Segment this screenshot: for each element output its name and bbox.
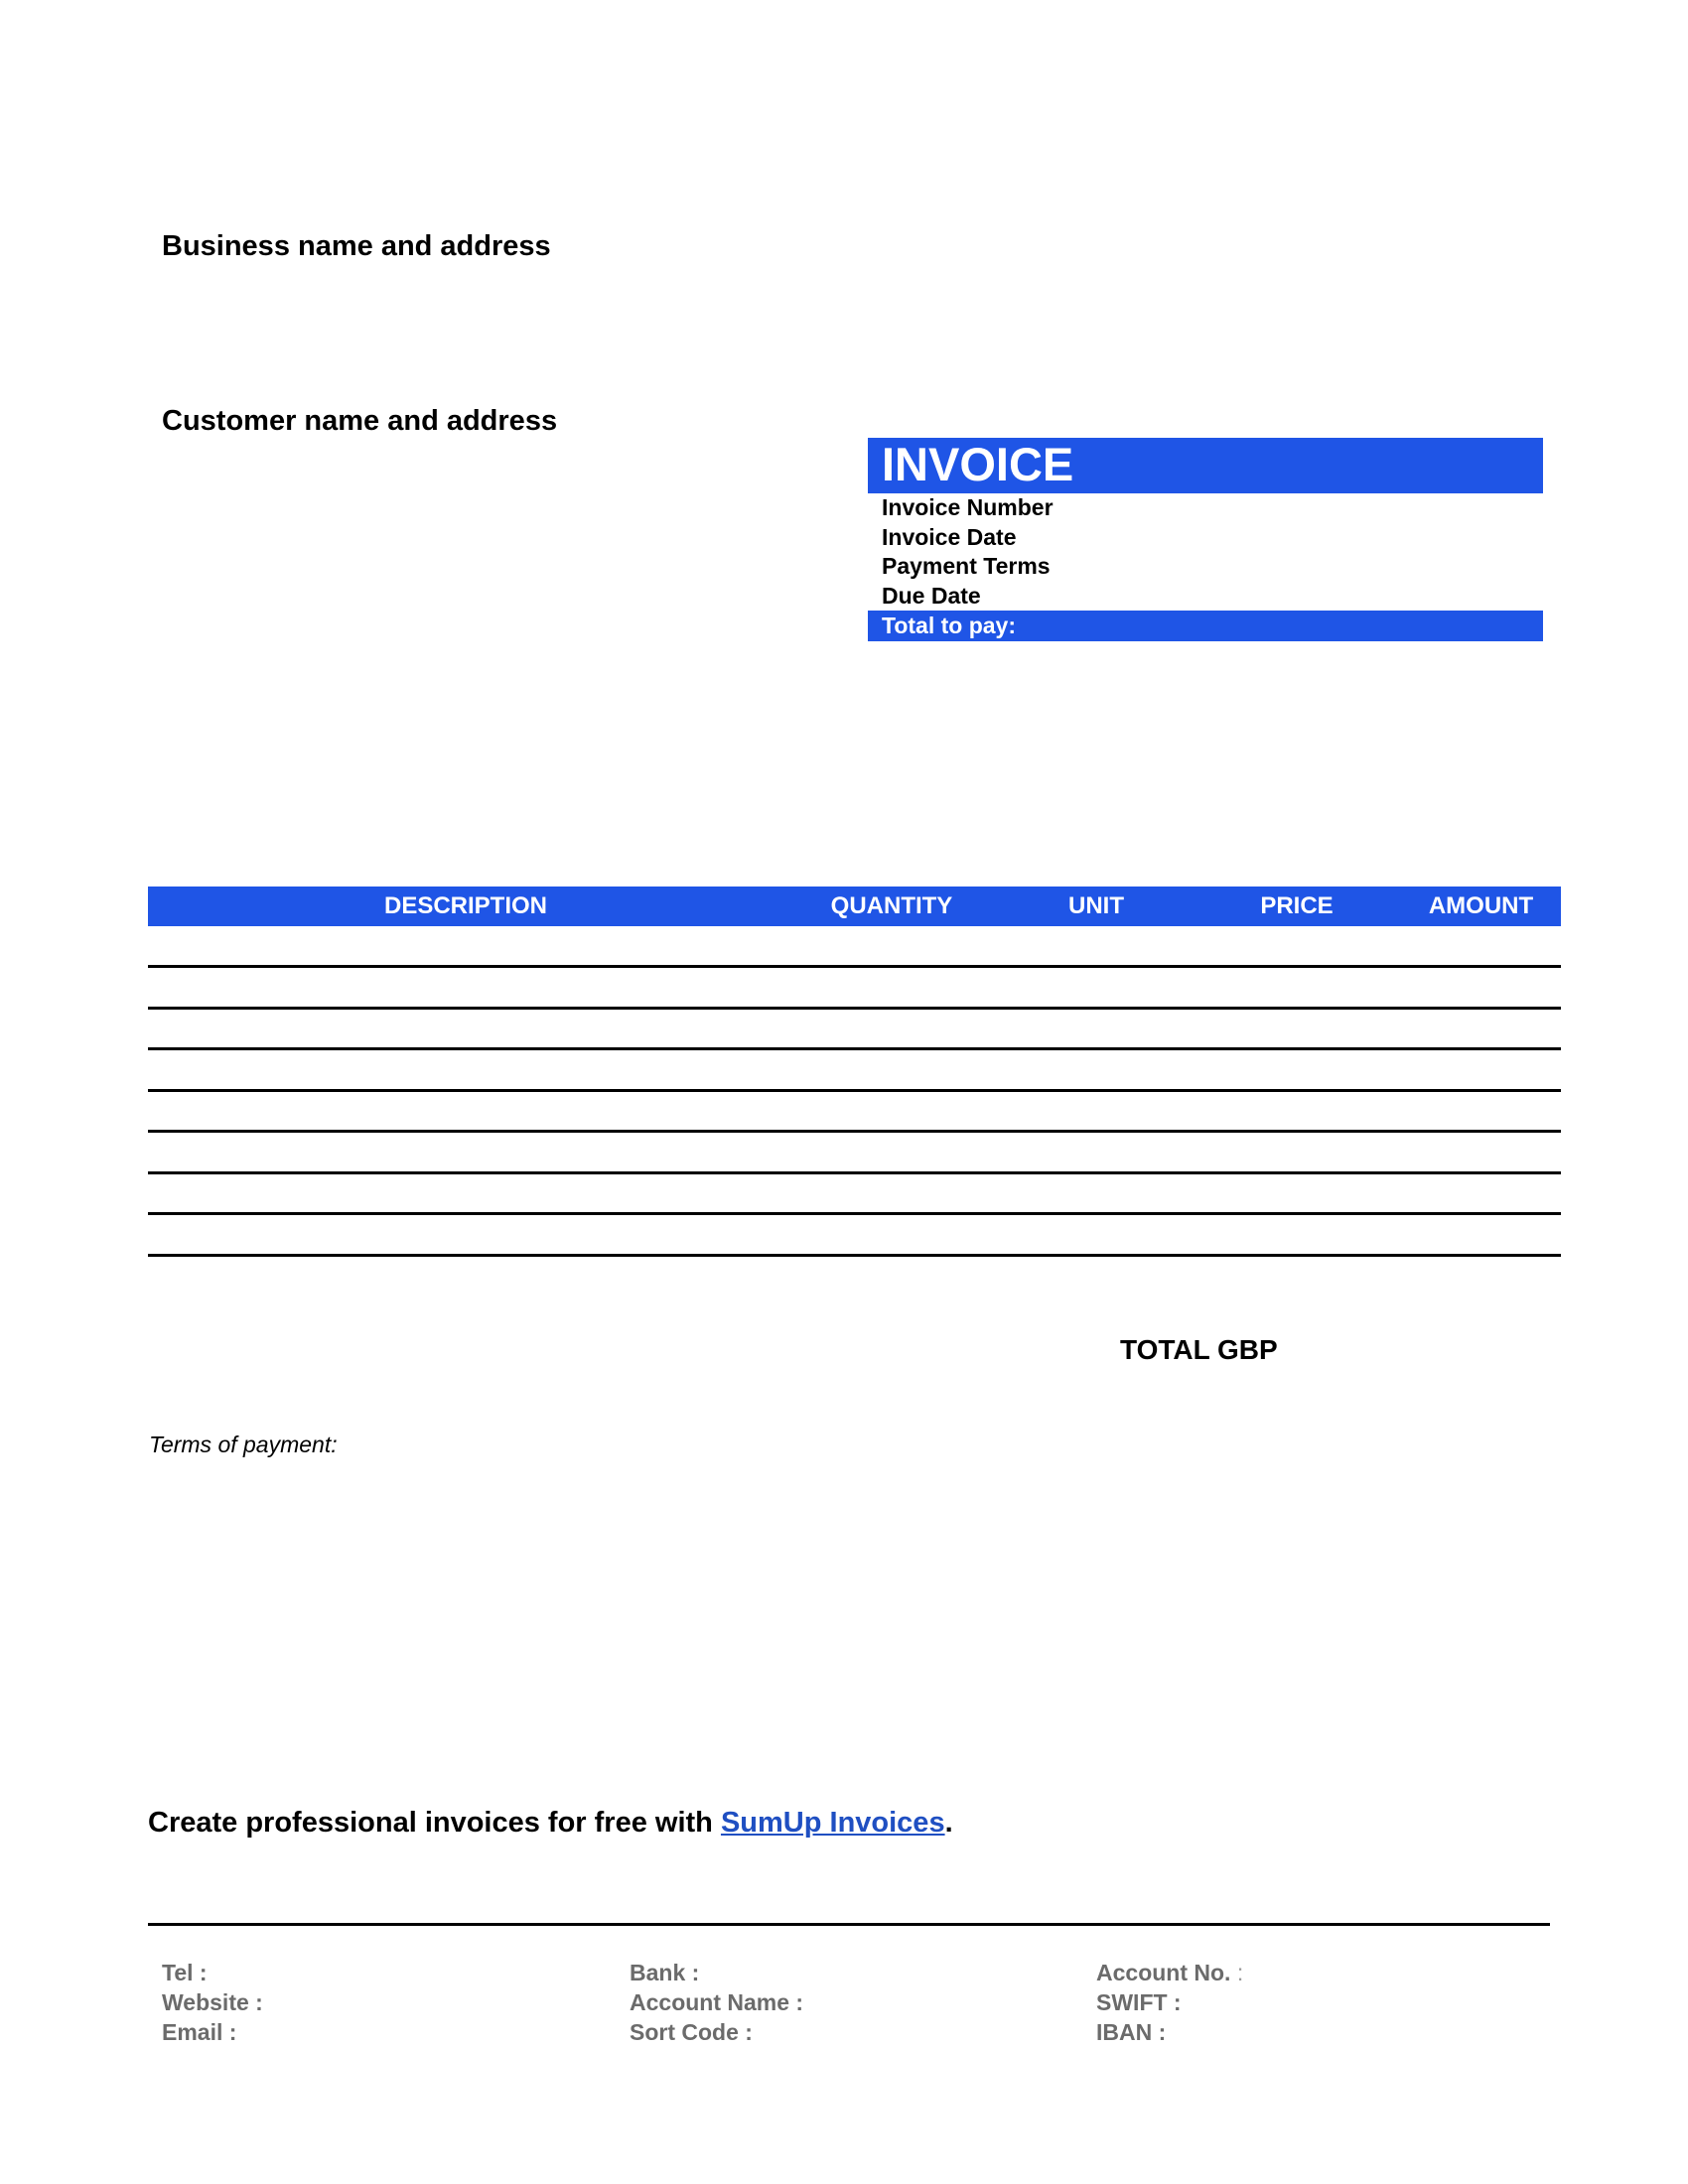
- customer-name-label: Customer name and address: [162, 405, 558, 437]
- table-row-line: [148, 965, 1561, 968]
- account-name-label: Account Name :: [630, 1989, 804, 2015]
- table-row-line: [148, 1130, 1561, 1133]
- payment-terms-label: Payment Terms: [882, 553, 1051, 579]
- invoice-number-label: Invoice Number: [882, 494, 1054, 520]
- total-to-pay-bar: [868, 611, 1543, 641]
- table-row-line: [148, 1212, 1561, 1215]
- column-amount: AMOUNT: [1428, 892, 1534, 919]
- table-row-line: [148, 1089, 1561, 1092]
- swift-label: SWIFT :: [1096, 1989, 1182, 2015]
- table-row-line: [148, 1007, 1561, 1010]
- table-row-line: [148, 1254, 1561, 1257]
- account-no-colon: :: [1236, 1960, 1244, 1985]
- footer-divider: [148, 1923, 1550, 1926]
- footer-account: [1096, 1958, 1243, 2047]
- terms-of-payment-label: Terms of payment:: [149, 1432, 338, 1457]
- business-name-label: Business name and address: [162, 230, 551, 262]
- table-row-line: [148, 1171, 1561, 1174]
- bank-label: Bank :: [630, 1960, 700, 1985]
- footer-contact: [162, 1958, 263, 2047]
- promo-prefix: Create professional invoices for free with: [148, 1807, 721, 1839]
- column-description: DESCRIPTION: [383, 892, 547, 919]
- column-quantity: QUANTITY: [830, 892, 953, 919]
- account-no-label: Account No.: [1096, 1960, 1231, 1985]
- column-price: PRICE: [1260, 892, 1334, 919]
- table-row-line: [148, 1047, 1561, 1050]
- tel-label: Tel :: [162, 1960, 208, 1985]
- footer-bank: [630, 1958, 803, 2047]
- promo-text: [148, 1807, 953, 1840]
- items-table-header: [148, 887, 1561, 926]
- total-to-pay-label: Total to pay:: [882, 613, 1017, 638]
- invoice-title: INVOICE: [882, 438, 1074, 490]
- sumup-invoices-link[interactable]: SumUp Invoices: [720, 1807, 945, 1839]
- website-label: Website :: [162, 1989, 263, 2015]
- total-gbp-label: TOTAL GBP: [1120, 1334, 1278, 1365]
- invoice-title-bar: [868, 438, 1543, 493]
- column-unit: UNIT: [1068, 892, 1124, 919]
- email-label: Email :: [162, 2019, 237, 2045]
- promo-suffix: .: [944, 1807, 953, 1839]
- due-date-label: Due Date: [882, 582, 981, 609]
- invoice-date-label: Invoice Date: [882, 523, 1017, 550]
- invoice-fields: [882, 493, 1054, 611]
- account-no-row: [1096, 1958, 1243, 1987]
- sort-code-label: Sort Code :: [630, 2019, 753, 2045]
- iban-label: IBAN :: [1096, 2019, 1167, 2045]
